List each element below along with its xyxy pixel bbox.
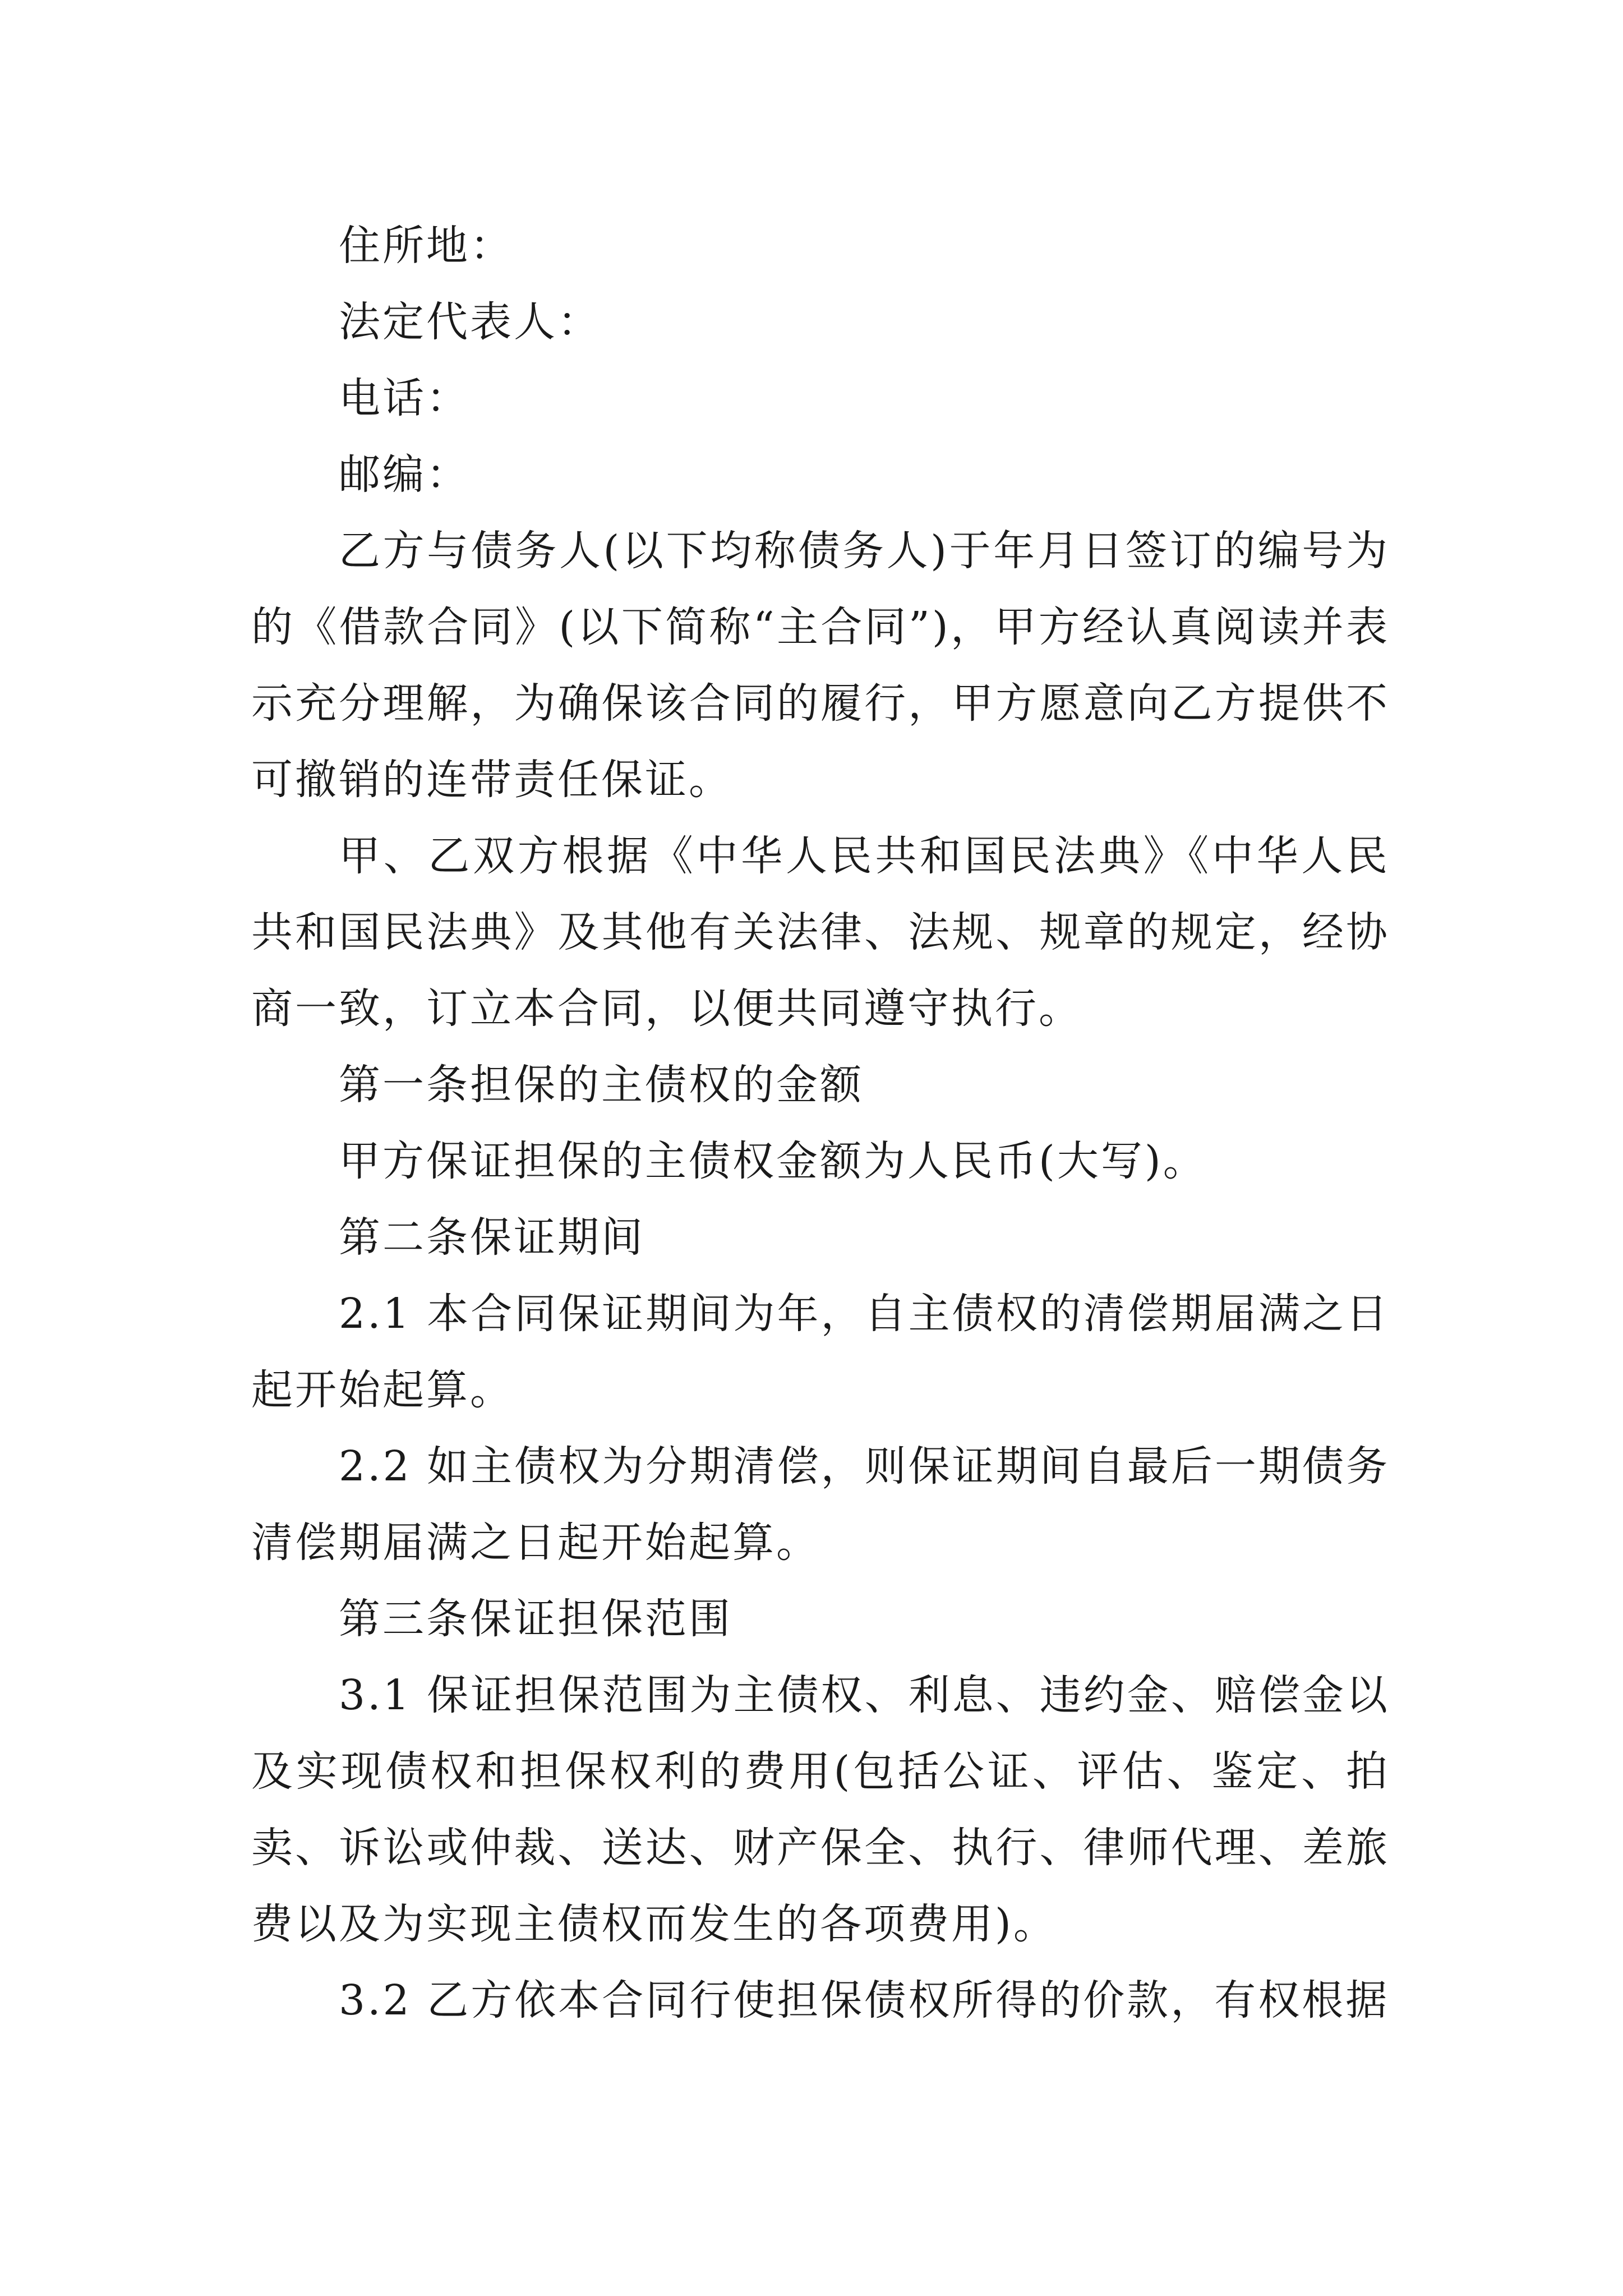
article-1-paragraph: 甲方保证担保的主债权金额为人民币(大写)。 xyxy=(339,1137,1207,1185)
clause-2-2: 2.2 如主债权为分期清偿，则保证期间自最后一期债务清偿期届满之日起开始起算。 xyxy=(251,1442,1390,1567)
article-1-heading: 第一条担保的主债权的金额 xyxy=(339,1061,864,1109)
document-body xyxy=(251,208,1390,2039)
phone-line: 电话： xyxy=(339,374,470,422)
address-line: 住所地： xyxy=(339,222,514,270)
clause-2-1: 2.1 本合同保证期间为年，自主债权的清偿期届满之日起开始起算。 xyxy=(251,1290,1390,1414)
legal-representative-line: 法定代表人： xyxy=(339,298,601,346)
clause-3-2: 3.2 乙方依本合同行使担保债权所得的价款，有权根据 xyxy=(339,1976,1390,2024)
preamble-paragraph: 乙方与债务人(以下均称债务人)于年月日签订的编号为的《借款合同》(以下简称“主合同”)，甲方经认真阅读并表示充分理解，为确保该合同的履行，甲方愿意向乙方提供不可撤销的连带责任保证。 xyxy=(251,527,1390,804)
article-2-heading: 第二条保证期间 xyxy=(339,1213,645,1262)
legal-basis-paragraph: 甲、乙双方根据《中华人民共和国民法典》《中华人民共和国民法典》及其他有关法律、法规、规章的规定，经协商一致，订立本合同，以便共同遵守执行。 xyxy=(251,832,1390,1033)
postcode-line: 邮编： xyxy=(339,450,470,499)
article-3-heading: 第三条保证担保范围 xyxy=(339,1595,732,1643)
clause-3-1: 3.1 保证担保范围为主债权、利息、违约金、赔偿金以及实现债权和担保权利的费用(包括公证、评估、鉴定、拍卖、诉讼或仲裁、送达、财产保全、执行、律师代理、差旅费以及为实现主债权而发生的各项费用)。 xyxy=(251,1671,1390,1948)
